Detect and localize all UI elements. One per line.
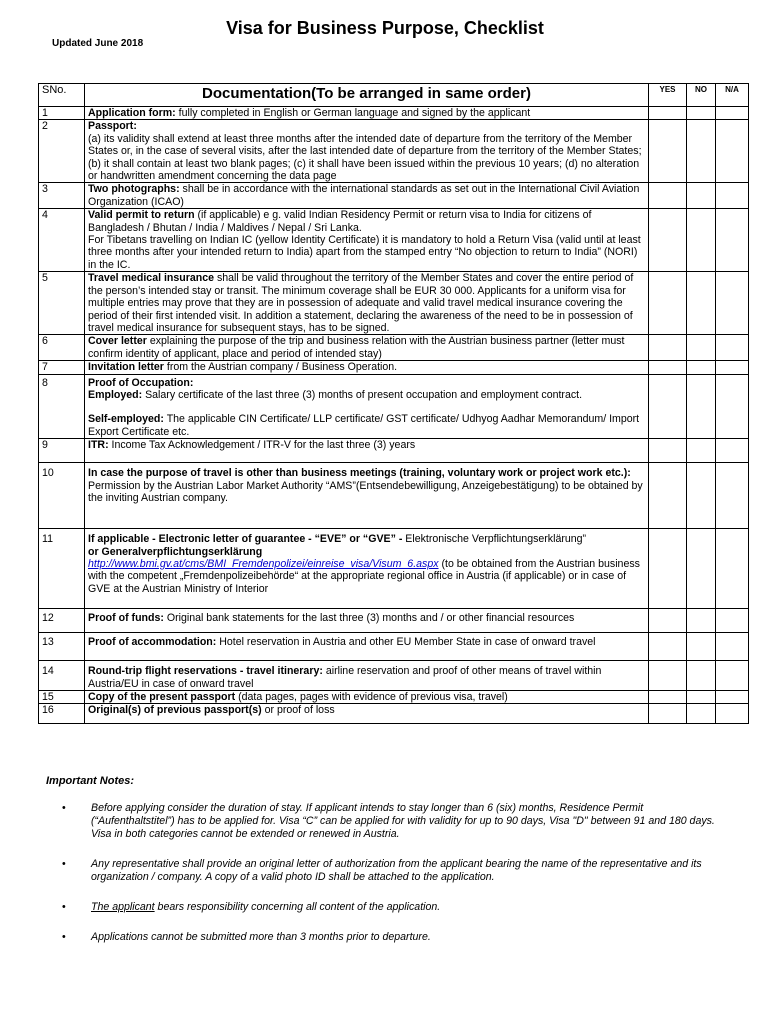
yes-checkbox[interactable] — [649, 209, 687, 272]
row-number: 6 — [39, 335, 85, 361]
row-number: 8 — [39, 374, 85, 439]
no-checkbox[interactable] — [687, 272, 716, 335]
yes-checkbox[interactable] — [649, 661, 687, 691]
row-number: 14 — [39, 661, 85, 691]
no-checkbox[interactable] — [687, 183, 716, 209]
important-notes-title: Important Notes: — [46, 775, 134, 787]
no-checkbox[interactable] — [687, 690, 716, 703]
row-number: 5 — [39, 272, 85, 335]
table-row — [39, 439, 749, 463]
no-checkbox[interactable] — [687, 335, 716, 361]
no-checkbox[interactable] — [687, 120, 716, 183]
header-no: NO — [687, 84, 716, 107]
yes-checkbox[interactable] — [649, 107, 687, 120]
row-number: 4 — [39, 209, 85, 272]
yes-checkbox[interactable] — [649, 361, 687, 374]
table-header-row — [39, 84, 749, 107]
list-item: • The applicant bears responsibility concerning all content of the application. — [62, 901, 441, 913]
important-notes-list — [62, 802, 722, 961]
row-description: Application form: fully completed in English or German language and signed by the applicant — [85, 107, 649, 120]
yes-checkbox[interactable] — [649, 529, 687, 609]
na-checkbox[interactable] — [716, 463, 749, 529]
row-description: Travel medical insurance shall be valid throughout the territory of the Member States and cover the entire period of the person’s intended stay or transit. The minimum coverage shall be EUR 30 000. Applicants for a uniform visa for multiple entries may prove that they are in possession of adequate and valid travel medical insurance covering the period of their first intended visit. In addition a statement, declaring the awareness of the need to be in possession of travel medical insurance for subsequent stays, has to be signed. — [85, 272, 649, 335]
table-row — [39, 183, 749, 209]
row-number: 13 — [39, 633, 85, 661]
row-number: 7 — [39, 361, 85, 374]
no-checkbox[interactable] — [687, 529, 716, 609]
table-row — [39, 361, 749, 374]
no-checkbox[interactable] — [687, 633, 716, 661]
na-checkbox[interactable] — [716, 120, 749, 183]
row-description: ITR: Income Tax Acknowledgement / ITR-V for the last three (3) years — [85, 439, 649, 463]
na-checkbox[interactable] — [716, 107, 749, 120]
yes-checkbox[interactable] — [649, 183, 687, 209]
row-description: Original(s) of previous passport(s) or proof of loss — [85, 704, 649, 724]
row-number: 11 — [39, 529, 85, 609]
bullet-icon: • — [62, 931, 66, 943]
table-row — [39, 463, 749, 529]
checklist-table — [38, 83, 749, 724]
table-row — [39, 529, 749, 609]
row-number: 12 — [39, 609, 85, 633]
row-description: If applicable - Electronic letter of guarantee - “EVE” or “GVE” - Elektronische Verpflichtungserklärung” or Generalverpflichtungserklärung http://www.bmi.gv.at/cms/BMI_Fremdenpolizei/einreise_visa/Visum_6.aspx (to be obtained from the Austrian business with the competent „Fremdenpolizeibehörde“ at the appropriate regional office in Austria (if applicable) or in case of GVE at the Austrian Ministry of Interior — [85, 529, 649, 609]
row-description: Proof of Occupation: Employed: Salary certificate of the last three (3) months of present occupation and employment contract. Self-employed: The applicable CIN Certificate/ LLP certificate/ GST certificate/ Udhyog Aadhar Memorandum/ Import Export Certificate etc. — [85, 374, 649, 439]
row-number: 9 — [39, 439, 85, 463]
row-description: Copy of the present passport (data pages, pages with evidence of previous visa, travel) — [85, 690, 649, 703]
no-checkbox[interactable] — [687, 209, 716, 272]
table-row — [39, 335, 749, 361]
row-number: 1 — [39, 107, 85, 120]
na-checkbox[interactable] — [716, 183, 749, 209]
table-row — [39, 690, 749, 703]
no-checkbox[interactable] — [687, 661, 716, 691]
yes-checkbox[interactable] — [649, 272, 687, 335]
row-description: In case the purpose of travel is other than business meetings (training, voluntary work or project work etc.): Permission by the Austrian Labor Market Authority “AMS”(Entsendebewilligung, Anzeigebestätigung) to be obtained by the inviting Austrian company. — [85, 463, 649, 529]
header-documentation: Documentation(To be arranged in same order) — [85, 84, 649, 107]
bullet-icon: • — [62, 802, 66, 814]
na-checkbox[interactable] — [716, 272, 749, 335]
table-row — [39, 661, 749, 691]
yes-checkbox[interactable] — [649, 690, 687, 703]
na-checkbox[interactable] — [716, 704, 749, 724]
row-number: 3 — [39, 183, 85, 209]
no-checkbox[interactable] — [687, 107, 716, 120]
header-yes: YES — [649, 84, 687, 107]
yes-checkbox[interactable] — [649, 609, 687, 633]
row-number: 15 — [39, 690, 85, 703]
yes-checkbox[interactable] — [649, 374, 687, 439]
yes-checkbox[interactable] — [649, 463, 687, 529]
row-description: Invitation letter from the Austrian company / Business Operation. — [85, 361, 649, 374]
updated-date: Updated June 2018 — [52, 38, 144, 49]
no-checkbox[interactable] — [687, 439, 716, 463]
row-description: Proof of funds: Original bank statements for the last three (3) months and / or other financial resources — [85, 609, 649, 633]
table-row — [39, 107, 749, 120]
yes-checkbox[interactable] — [649, 704, 687, 724]
row-number: 16 — [39, 704, 85, 724]
row-number: 2 — [39, 120, 85, 183]
row-description: Passport: (a) its validity shall extend at least three months after the intended date of departure from the territory of the Member States or, in the case of several visits, after the last intended date of departure from the territory of the Member States; (b) it shall contain at least two blank pages; (c) it shall have been issued within the previous 10 years; (d) no alteration or handwritten amendment concerning the data page — [85, 120, 649, 183]
no-checkbox[interactable] — [687, 361, 716, 374]
no-checkbox[interactable] — [687, 374, 716, 439]
na-checkbox[interactable] — [716, 374, 749, 439]
list-item: • Before applying consider the duration of stay. If applicant intends to stay longer than 6 (six) months, Residence Permit (“Aufenthaltstitel”) has to be applied for. Visa “C” can be applied for with validity for up to 90 days, Visa "D" between 91 and 180 days. Visa in both categories cannot be extended or renewed in Austria. — [62, 802, 715, 840]
na-checkbox[interactable] — [716, 690, 749, 703]
table-row — [39, 374, 749, 439]
row-description: Valid permit to return (if applicable) e g. valid Indian Residency Permit or return visa to India for citizens of Bangladesh / Bhutan / India / Maldives / Nepal / Sri Lanka. For Tibetans travelling on Indian IC (yellow Identity Certificate) it is mandatory to hold a Return Visa (valid until at least three months after your intended return to India) apart from the stamped entry “No objection to return to India” (NORI) in the IC. — [85, 209, 649, 272]
row-description: Proof of accommodation: Hotel reservation in Austria and other EU Member State in case of onward travel — [85, 633, 649, 661]
table-row — [39, 120, 749, 183]
table-row — [39, 609, 749, 633]
na-checkbox[interactable] — [716, 209, 749, 272]
yes-checkbox[interactable] — [649, 633, 687, 661]
table-row — [39, 633, 749, 661]
bullet-icon: • — [62, 901, 66, 913]
no-checkbox[interactable] — [687, 463, 716, 529]
bmi-link[interactable]: http://www.bmi.gv.at/cms/BMI_Fremdenpolizei/einreise_visa/Visum_6.aspx — [88, 557, 439, 570]
na-checkbox[interactable] — [716, 439, 749, 463]
yes-checkbox[interactable] — [649, 120, 687, 183]
na-checkbox[interactable] — [716, 361, 749, 374]
no-checkbox[interactable] — [687, 704, 716, 724]
header-sno: SNo. — [39, 84, 85, 107]
yes-checkbox[interactable] — [649, 335, 687, 361]
row-description: Two photographs: shall be in accordance with the international standards as set out in the International Civil Aviation Organization (ICAO) — [85, 183, 649, 209]
na-checkbox[interactable] — [716, 529, 749, 609]
page-title: Visa for Business Purpose, Checklist — [226, 18, 544, 38]
na-checkbox[interactable] — [716, 609, 749, 633]
row-number: 10 — [39, 463, 85, 529]
yes-checkbox[interactable] — [649, 439, 687, 463]
table-row — [39, 704, 749, 724]
list-item: • Applications cannot be submitted more than 3 months prior to departure. — [62, 931, 431, 943]
row-description: Cover letter explaining the purpose of the trip and business relation with the Austrian business partner (letter must confirm identity of applicant, place and period of intended stay) — [85, 335, 649, 361]
header-na: N/A — [716, 84, 749, 107]
table-row — [39, 209, 749, 272]
na-checkbox[interactable] — [716, 633, 749, 661]
row-description: Round-trip flight reservations - travel itinerary: airline reservation and proof of other means of travel within Austria/EU in case of onward travel — [85, 661, 649, 691]
list-item: • Any representative shall provide an original letter of authorization from the applicant bearing the name of the representative and its organization / company. A copy of a valid photo ID shall be attached to the application. — [62, 858, 702, 883]
no-checkbox[interactable] — [687, 609, 716, 633]
na-checkbox[interactable] — [716, 661, 749, 691]
table-row — [39, 272, 749, 335]
na-checkbox[interactable] — [716, 335, 749, 361]
bullet-icon: • — [62, 858, 66, 870]
